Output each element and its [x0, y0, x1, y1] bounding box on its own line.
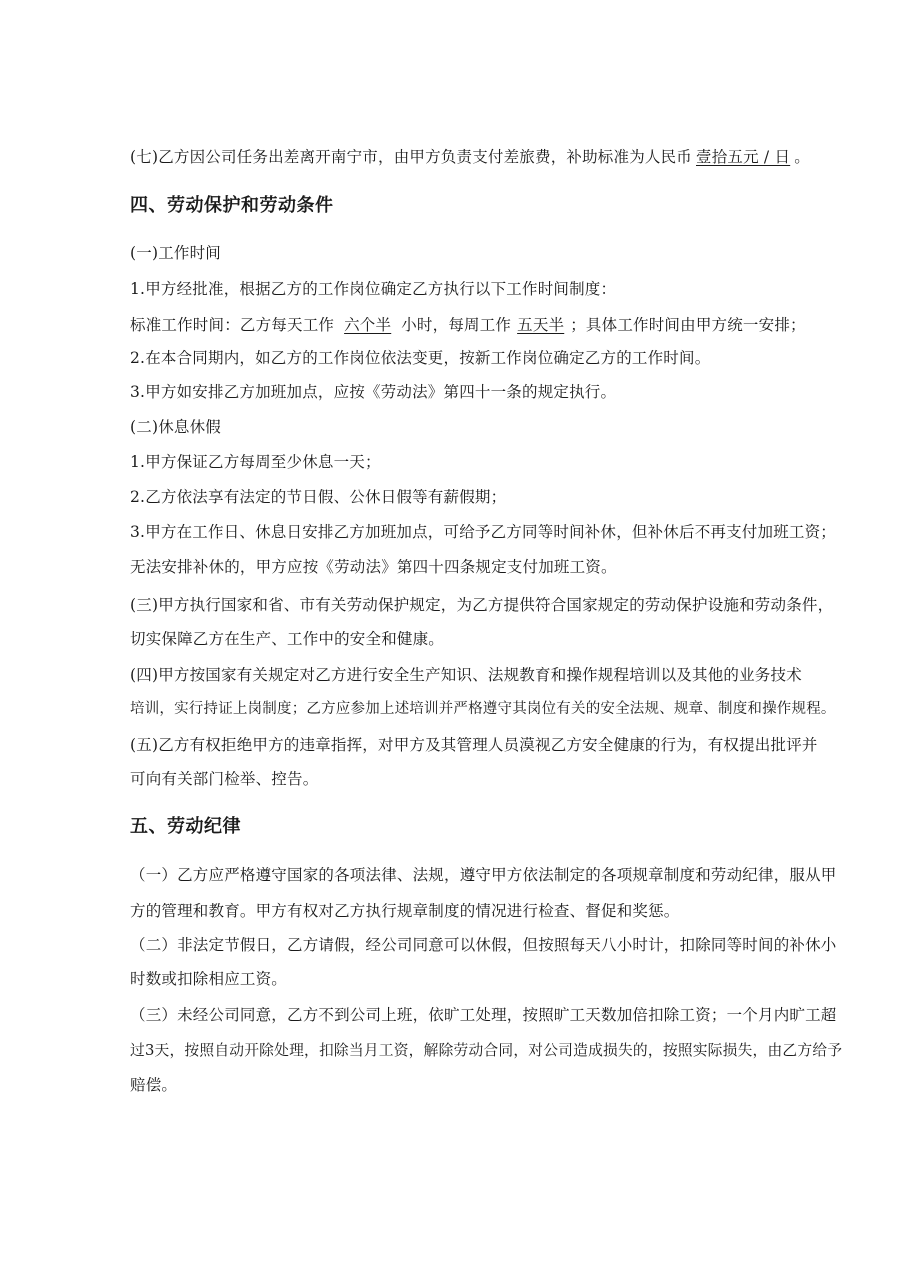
clause-5-2-line-2: 时数或扣除相应工资。	[130, 970, 288, 988]
clause-5-3-line-2: 过3天，按照自动开除处理，扣除当月工资，解除劳动合同，对公司造成损失的，按照实际损失，由乙方给予	[130, 1042, 843, 1059]
clause-4-5-line-1: (五)乙方有权拒绝甲方的违章指挥，对甲方及其管理人员漠视乙方安全健康的行为，有权提出批评并	[130, 736, 818, 754]
section-5-title: 五、劳动纪律	[130, 816, 241, 837]
clause-4-5-line-2: 可向有关部门检举、控告。	[130, 770, 319, 788]
clause-7-text: (七)乙方因公司任务出差离开南宁市，由甲方负责支付差旅费，补助标准为人民币	[130, 148, 692, 166]
clause-5-1-line-1: （一）乙方应严格遵守国家的各项法律、法规，遵守甲方依法制定的各项规章制度和劳动纪律，服从甲	[130, 866, 837, 884]
work-time-item-2: 2.在本合同期内，如乙方的工作岗位依法变更，按新工作岗位确定乙方的工作时间。	[130, 349, 711, 367]
standard-mid: 小时，每周工作	[401, 316, 512, 334]
standard-prefix: 标准工作时间：乙方每天工作	[130, 316, 335, 334]
work-time-heading: (一)工作时间	[130, 244, 221, 262]
work-time-item-3: 3.甲方如安排乙方加班加点，应按《劳动法》第四十一条的规定执行。	[130, 383, 617, 401]
section-4-title: 四、劳动保护和劳动条件	[130, 195, 334, 216]
weekly-days-value: 五天半	[517, 316, 565, 334]
rest-heading: (二)休息休假	[130, 418, 221, 436]
clause-4-3-line-1: (三)甲方执行国家和省、市有关劳动保护规定，为乙方提供符合国家规定的劳动保护设施和劳动条件，	[130, 596, 834, 614]
clause-5-1-line-2: 方的管理和教育。甲方有权对乙方执行规章制度的情况进行检查、督促和奖惩。	[130, 902, 680, 920]
standard-work-time	[130, 314, 806, 336]
clause-4-4-line-2: 培训，实行持证上岗制度；乙方应参加上述培训并严格遵守其岗位有关的安全法规、规章、制度和操作规程。	[130, 701, 836, 717]
clause-7-end: 。	[794, 148, 810, 166]
clause-5-2-line-1: （二）非法定节假日，乙方请假，经公司同意可以休假，但按照每天八小时计，扣除同等时间的补休小	[130, 936, 837, 954]
clause-5-3-line-1: （三）未经公司同意，乙方不到公司上班，依旷工处理，按照旷工天数加倍扣除工资；一个月内旷工超	[130, 1006, 837, 1024]
rest-item-3-line-1: 3.甲方在工作日、休息日安排乙方加班加点，可给予乙方同等时间补休，但补休后不再支付加班工资；	[130, 523, 836, 541]
standard-suffix: ；具体工作时间由甲方统一安排；	[570, 316, 806, 334]
work-time-item-1: 1.甲方经批准，根据乙方的工作岗位确定乙方执行以下工作时间制度：	[130, 280, 617, 298]
rest-item-3-line-2: 无法安排补休的，甲方应按《劳动法》第四十四条规定支付加班工资。	[130, 558, 617, 576]
rest-item-2: 2.乙方依法享有法定的节日假、公休日假等有薪假期；	[130, 488, 507, 506]
clause-4-4-line-1: (四)甲方按国家有关规定对乙方进行安全生产知识、法规教育和操作规程培训以及其他的业务技术	[130, 666, 802, 684]
daily-hours-value: 六个半	[344, 316, 392, 334]
travel-allowance-amount: 壹拾五元 / 日	[696, 148, 791, 166]
rest-item-1: 1.甲方保证乙方每周至少休息一天；	[130, 453, 381, 471]
clause-4-3-line-2: 切实保障乙方在生产、工作中的安全和健康。	[130, 630, 445, 648]
clause-5-3-line-3: 赔偿。	[130, 1076, 178, 1094]
clause-7	[130, 146, 810, 168]
